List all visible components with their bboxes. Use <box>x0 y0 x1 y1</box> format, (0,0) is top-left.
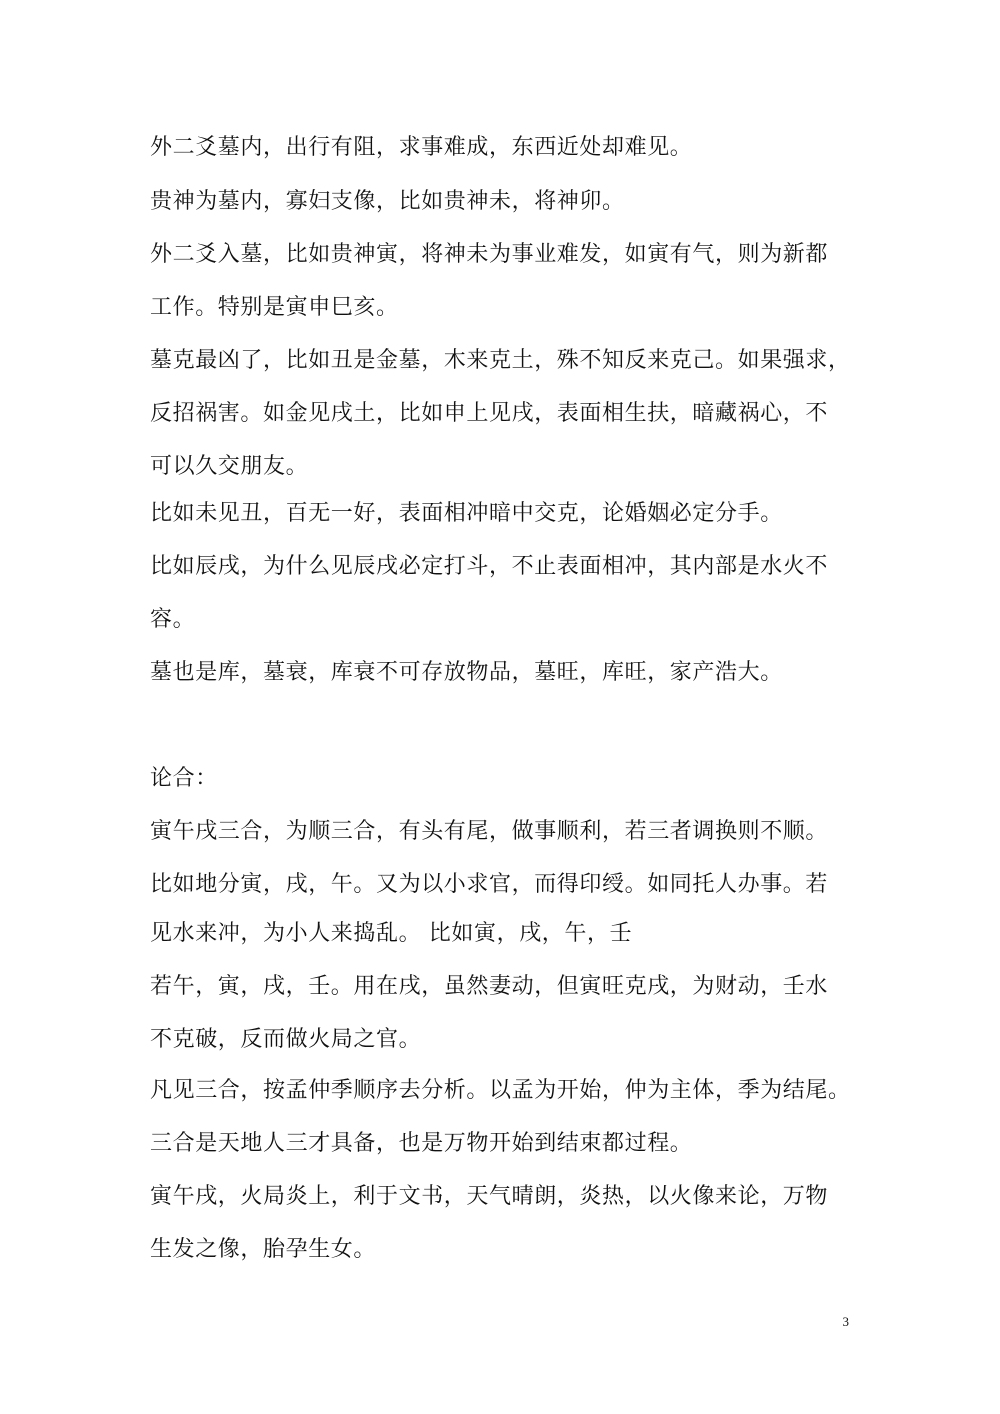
text-line: 外二爻墓内，出行有阻，求事难成，东西近处却难见。 <box>150 135 693 160</box>
text-line: 比如辰戌，为什么见辰戌必定打斗，不止表面相冲，其内部是水火不 <box>150 554 829 579</box>
text-line: 见水来冲，为小人来捣乱。 比如寅，戌，午，壬 <box>150 921 633 946</box>
text-line: 反招祸害。如金见戌土，比如申上见戌，表面相生扶，暗藏祸心，不 <box>150 401 829 426</box>
text-line: 比如未见丑，百无一好，表面相冲暗中交克，论婚姻必定分手。 <box>150 501 783 526</box>
text-line: 若午，寅，戌，壬。用在戌，虽然妻动，但寅旺克戌，为财动，壬水 <box>150 974 829 999</box>
text-line: 比如地分寅，戌，午。又为以小求官，而得印绶。如同托人办事。若 <box>150 872 829 897</box>
text-line: 不克破，反而做火局之官。 <box>150 1027 422 1052</box>
text-line: 寅午戌，火局炎上，利于文书，天气晴朗，炎热，以火像来论，万物 <box>150 1184 829 1209</box>
text-line: 寅午戌三合，为顺三合，有头有尾，做事顺利，若三者调换则不顺。 <box>150 819 829 844</box>
text-line: 凡见三合，按孟仲季顺序去分析。以孟为开始，仲为主体，季为结尾。 <box>150 1078 851 1103</box>
text-line: 贵神为墓内，寡妇支像，比如贵神未，将神卯。 <box>150 189 625 214</box>
text-line: 墓也是库，墓衰，库衰不可存放物品，墓旺，库旺，家产浩大。 <box>150 660 783 685</box>
page-number: 3 <box>842 1314 849 1329</box>
text-line: 三合是天地人三才具备，也是万物开始到结束都过程。 <box>150 1131 693 1156</box>
text-line: 墓克最凶了，比如丑是金墓，木来克土，殊不知反来克己。如果强求， <box>150 348 851 373</box>
section-heading: 论合： <box>150 766 218 791</box>
text-line: 外二爻入墓，比如贵神寅，将神未为事业难发，如寅有气，则为新都 <box>150 242 829 267</box>
text-line: 生发之像，胎孕生女。 <box>150 1237 377 1262</box>
text-line: 可以久交朋友。 <box>150 454 309 479</box>
text-line: 容。 <box>150 607 196 632</box>
text-line: 工作。特别是寅申巳亥。 <box>150 295 399 320</box>
